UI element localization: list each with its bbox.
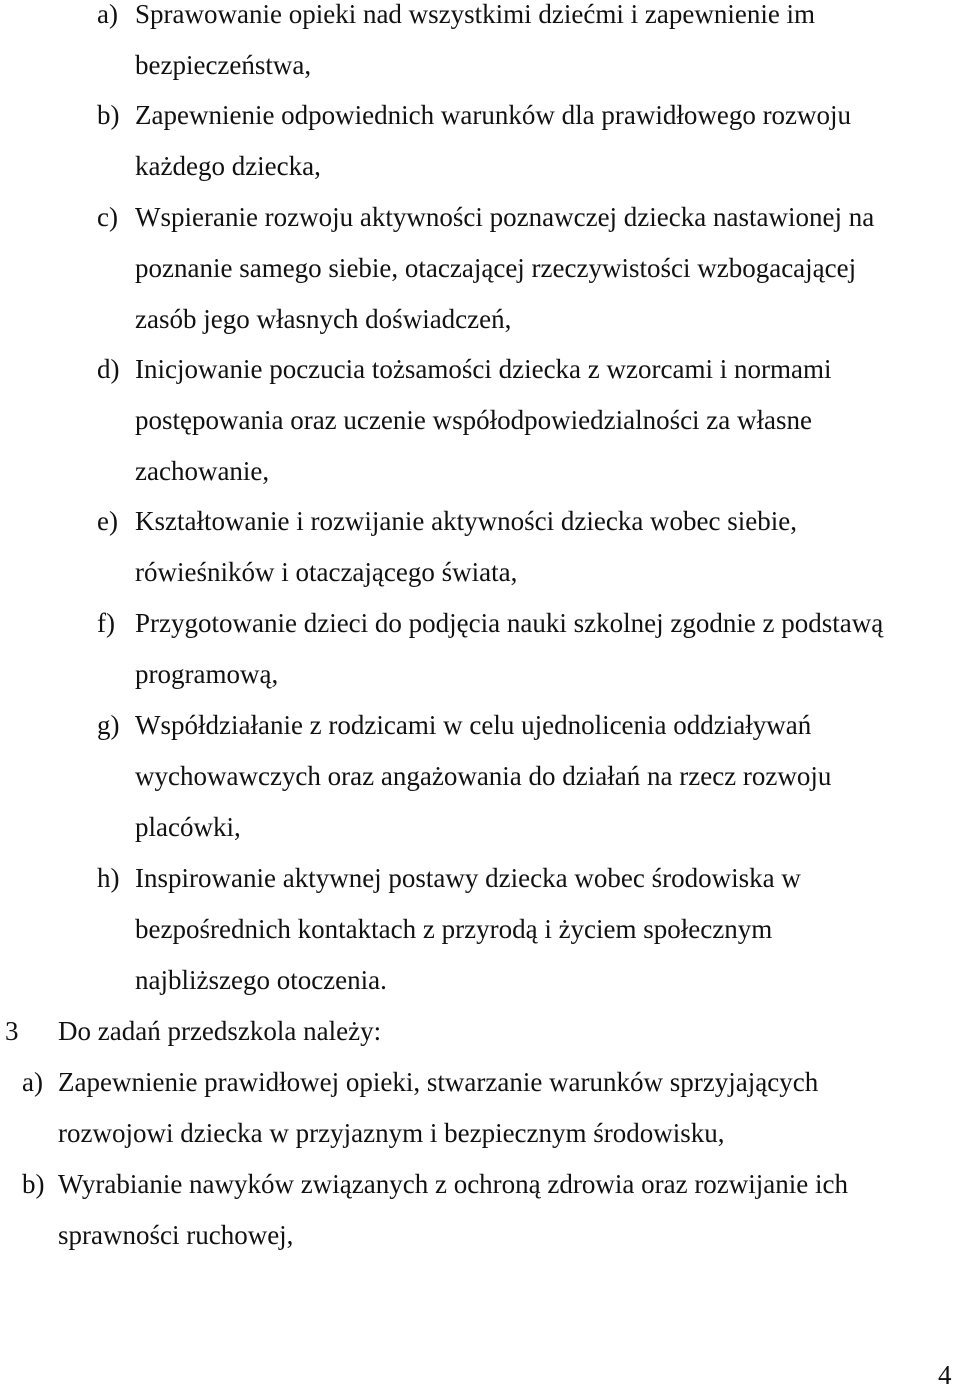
item-label: g) bbox=[97, 710, 120, 740]
item-label: h) bbox=[97, 863, 120, 893]
item-text-line: Kształtowanie i rozwijanie aktywności dziecka wobec siebie, bbox=[135, 506, 798, 536]
section-number: 3 bbox=[5, 1016, 19, 1046]
item-label: f) bbox=[97, 608, 115, 638]
item-text-line: Inspirowanie aktywnej postawy dziecka wobec środowiska w bbox=[135, 863, 801, 893]
item-text-line: postępowania oraz uczenie współodpowiedzialności za własne bbox=[135, 405, 813, 435]
item-label: b) bbox=[22, 1169, 45, 1199]
item-text-line: placówki, bbox=[135, 812, 241, 842]
item-label: a) bbox=[22, 1067, 43, 1097]
item-text-line: każdego dziecka, bbox=[135, 151, 321, 181]
item-text-line: Przygotowanie dzieci do podjęcia nauki szkolnej zgodnie z podstawą bbox=[135, 608, 884, 638]
item-text-line: sprawności ruchowej, bbox=[58, 1220, 294, 1250]
section-title: Do zadań przedszkola należy: bbox=[58, 1016, 382, 1046]
item-text-line: Zapewnienie prawidłowej opieki, stwarzanie warunków sprzyjających bbox=[58, 1067, 819, 1097]
item-label: c) bbox=[97, 202, 118, 232]
item-text-line: Wspieranie rozwoju aktywności poznawczej dziecka nastawionej na bbox=[135, 202, 875, 232]
item-text-line: wychowawczych oraz angażowania do działań na rzecz rozwoju bbox=[135, 761, 832, 791]
item-text-line: Sprawowanie opieki nad wszystkimi dziećmi i zapewnienie im bbox=[135, 0, 816, 29]
page-number: 4 bbox=[938, 1360, 952, 1390]
item-text-line: zachowanie, bbox=[135, 456, 270, 486]
item-text-line: bezpieczeństwa, bbox=[135, 50, 312, 80]
item-text-line: Zapewnienie odpowiednich warunków dla prawidłowego rozwoju bbox=[135, 100, 852, 130]
item-text-line: rozwojowi dziecka w przyjaznym i bezpiecznym środowisku, bbox=[58, 1118, 725, 1148]
item-label: d) bbox=[97, 354, 120, 384]
item-text-line: zasób jego własnych doświadczeń, bbox=[135, 304, 512, 334]
item-label: b) bbox=[97, 100, 120, 130]
item-text-line: Współdziałanie z rodzicami w celu ujednolicenia oddziaływań bbox=[135, 710, 812, 740]
item-text-line: programową, bbox=[135, 659, 279, 689]
item-text-line: bezpośrednich kontaktach z przyrodą i życiem społecznym bbox=[135, 914, 773, 944]
item-label: e) bbox=[97, 506, 118, 536]
item-text-line: poznanie samego siebie, otaczającej rzeczywistości wzbogacającej bbox=[135, 253, 857, 283]
item-label: a) bbox=[97, 0, 118, 29]
item-text-line: rówieśników i otaczającego świata, bbox=[135, 557, 518, 587]
item-text-line: Inicjowanie poczucia tożsamości dziecka z wzorcami i normami bbox=[135, 354, 832, 384]
item-text-line: Wyrabianie nawyków związanych z ochroną zdrowia oraz rozwijanie ich bbox=[58, 1169, 849, 1199]
item-text-line: najbliższego otoczenia. bbox=[135, 965, 387, 995]
